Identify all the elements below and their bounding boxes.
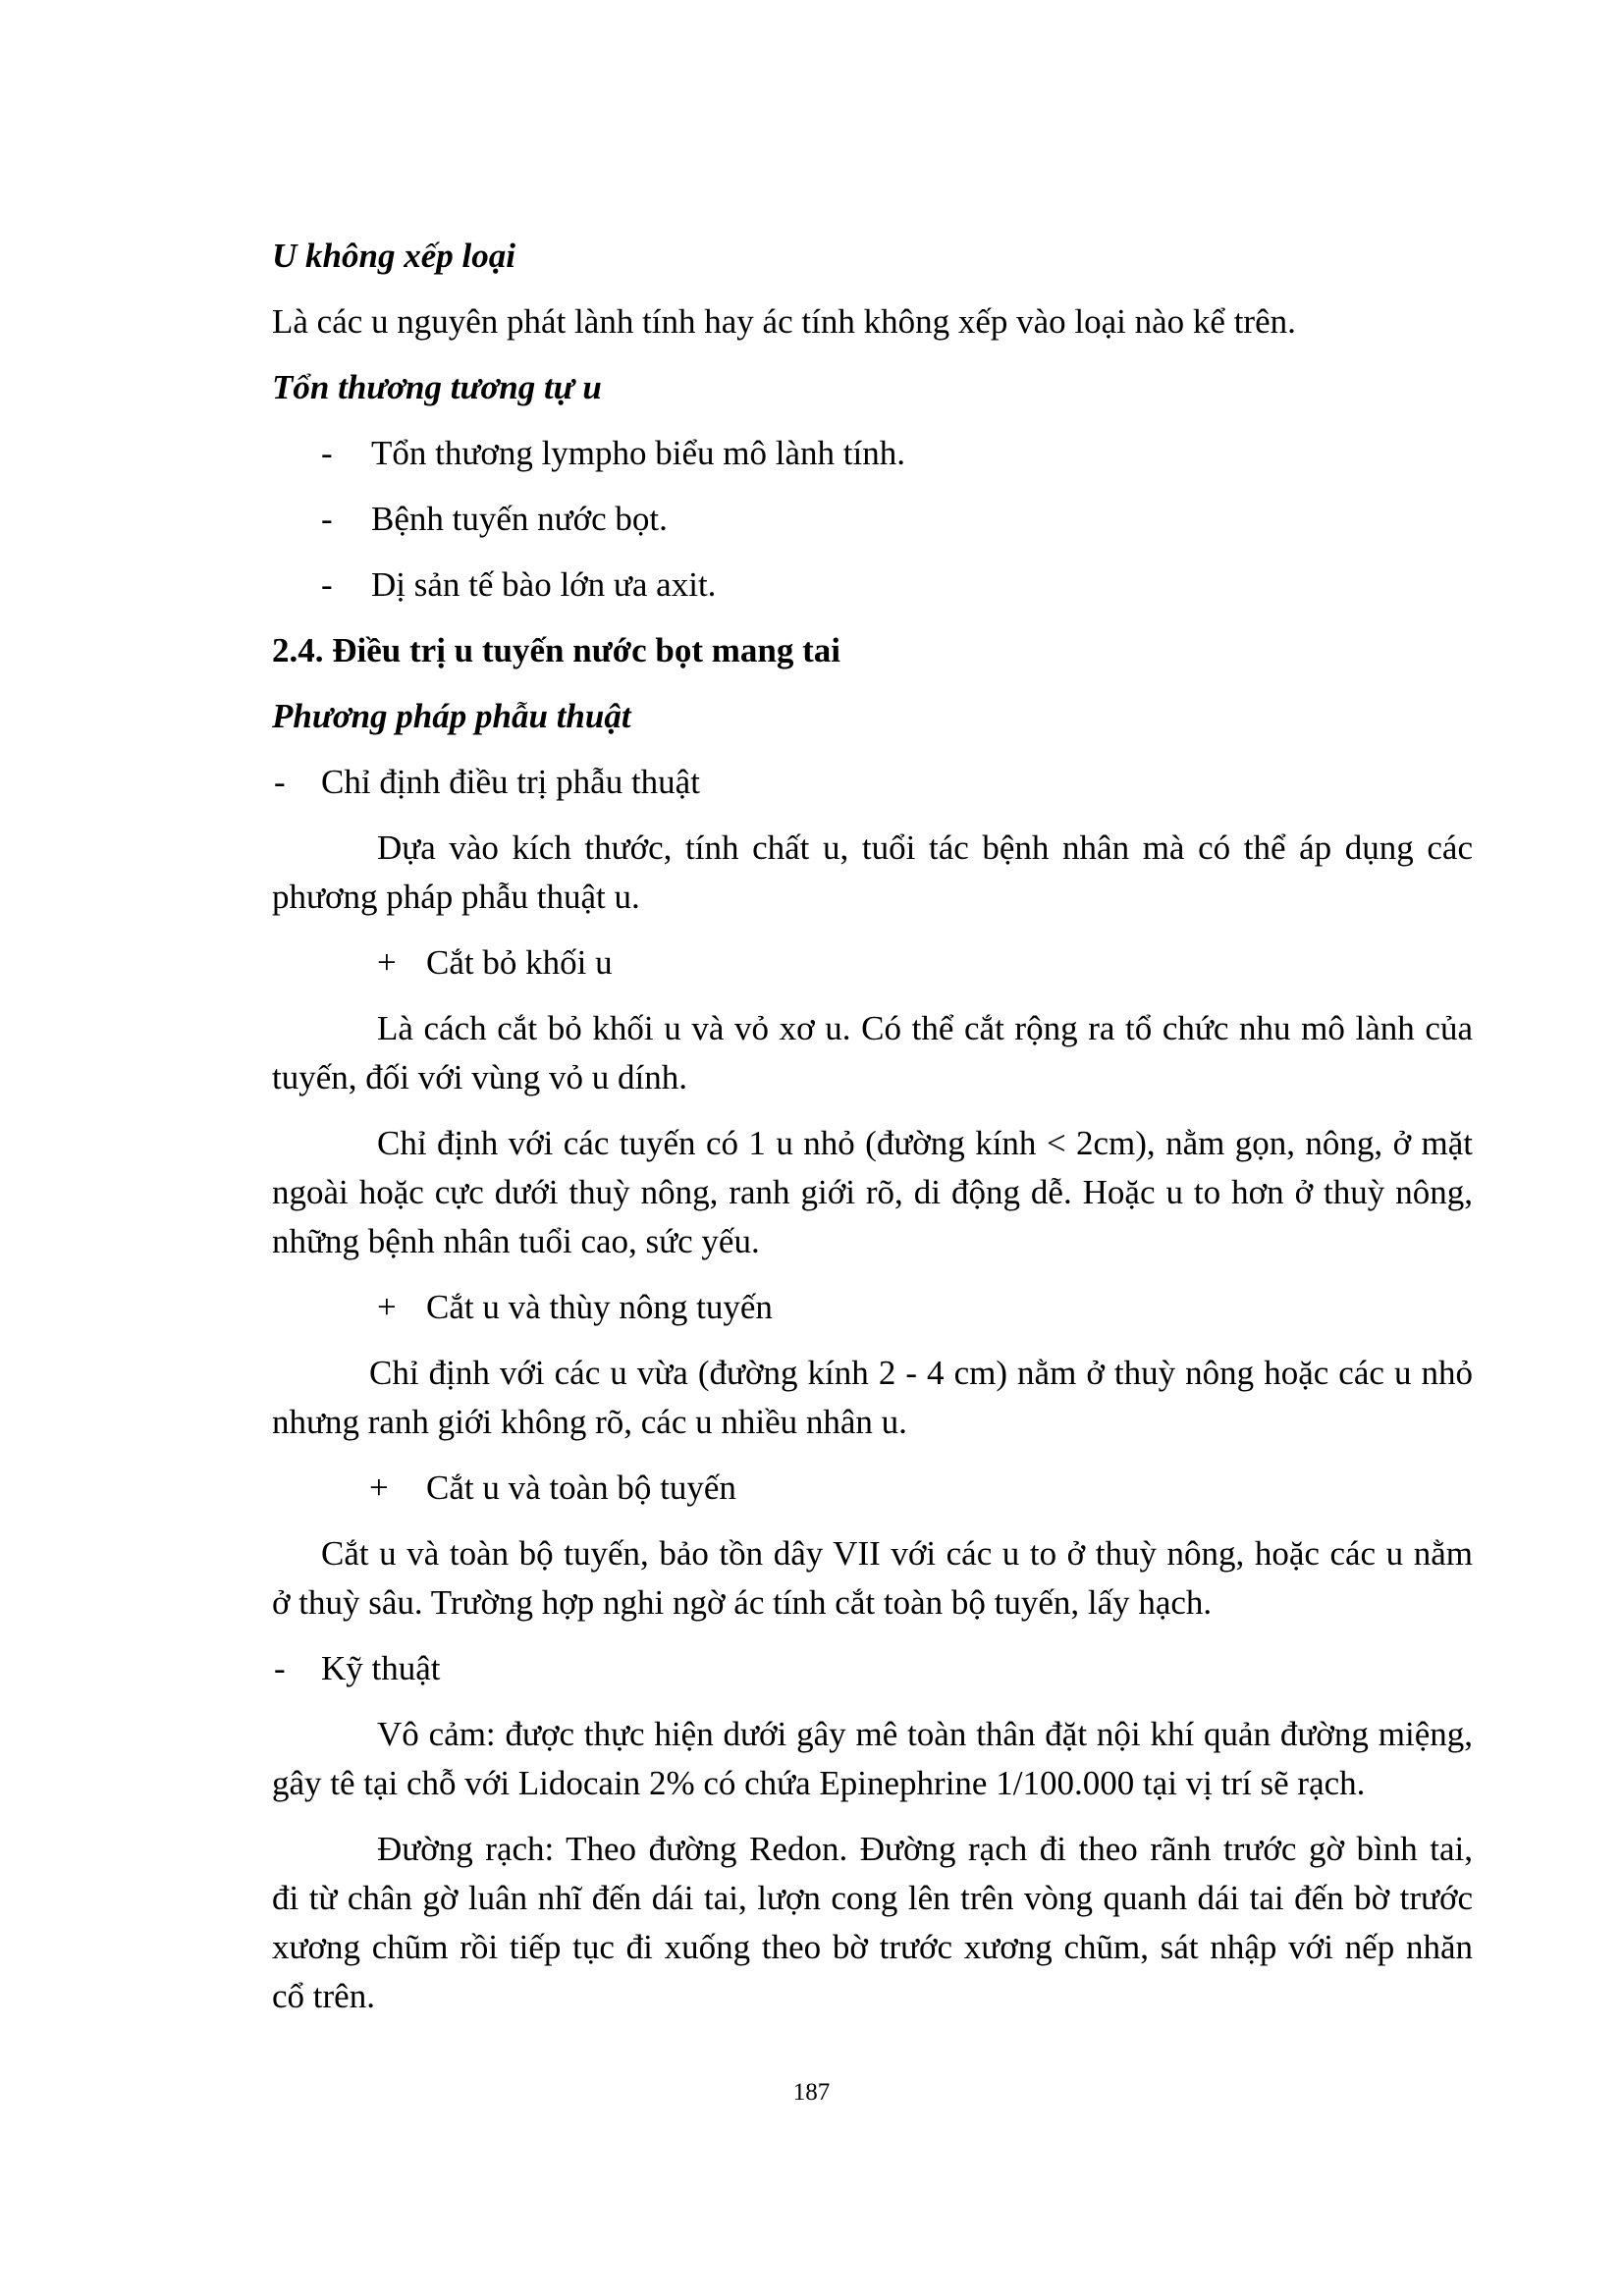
paragraph-line: ngoài hoặc cực dưới thuỳ nông, ranh giới rõ, di động dễ. Hoặc u to hơn ở thuỳ nông, — [272, 1173, 1473, 1211]
paragraph-line: Chỉ định với các u vừa (đường kính 2 - 4 cm) nằm ở thuỳ nông hoặc các u nhỏ — [369, 1354, 1473, 1392]
bullet-plus: + — [377, 943, 397, 982]
enucleation-label: Cắt bỏ khối u — [426, 943, 613, 982]
total-label: Cắt u và toàn bộ tuyến — [426, 1468, 736, 1507]
paragraph-line: nhưng ranh giới không rõ, các u nhiều nhân u. — [272, 1403, 907, 1441]
bullet-plus: + — [377, 1288, 397, 1326]
bullet-dash: - — [321, 434, 333, 472]
subheading-surgery: Phương pháp phẫu thuật — [272, 697, 631, 735]
paragraph-line: Đường rạch: Theo đường Redon. Đường rạch đi theo rãnh trước gờ bình tai, — [377, 1830, 1473, 1868]
section-heading-tumor-like: Tổn thương tương tự u — [272, 368, 602, 406]
paragraph-line: Chỉ định với các tuyến có 1 u nhỏ (đường kính < 2cm), nằm gọn, nông, ở mặt — [377, 1124, 1473, 1162]
paragraph-line: Vô cảm: được thực hiện dưới gây mê toàn thân đặt nội khí quản đường miệng, — [377, 1715, 1473, 1753]
list-item: Tổn thương lympho biểu mô lành tính. — [371, 434, 905, 472]
section-heading-treatment: 2.4. Điều trị u tuyến nước bọt mang tai — [272, 631, 841, 669]
bullet-dash: - — [274, 763, 286, 801]
section-heading-unclassified: U không xếp loại — [272, 237, 515, 275]
bullet-dash: - — [274, 1649, 286, 1687]
paragraph-unclassified: Là các u nguyên phát lành tính hay ác tính không xếp vào loại nào kể trên. — [272, 302, 1296, 341]
paragraph-line: Là cách cắt bỏ khối u và vỏ xơ u. Có thể cắt rộng ra tổ chức nhu mô lành của — [377, 1009, 1473, 1047]
paragraph-line: Cắt u và toàn bộ tuyến, bảo tồn dây VII với các u to ở thuỳ nông, hoặc các u nằm — [321, 1534, 1473, 1573]
bullet-dash: - — [321, 500, 333, 538]
technique-label: Kỹ thuật — [321, 1649, 441, 1687]
paragraph-line: tuyến, đối với vùng vỏ u dính. — [272, 1058, 687, 1096]
paragraph-line: Dựa vào kích thước, tính chất u, tuổi tác bệnh nhân mà có thể áp dụng các — [377, 828, 1473, 867]
bullet-dash: - — [321, 565, 333, 604]
bullet-plus: + — [369, 1468, 389, 1507]
list-item: Bệnh tuyến nước bọt. — [371, 500, 668, 538]
paragraph-line: những bệnh nhân tuổi cao, sức yếu. — [272, 1222, 760, 1260]
paragraph-line: phương pháp phẫu thuật u. — [272, 878, 640, 916]
list-item: Dị sản tế bào lớn ưa axit. — [371, 565, 717, 604]
paragraph-line: đi từ chân gờ luân nhĩ đến dái tai, lượn cong lên trên vòng quanh dái tai đến bờ trước — [272, 1879, 1473, 1917]
indication-label: Chỉ định điều trị phẫu thuật — [321, 763, 700, 801]
page-number: 187 — [792, 2079, 831, 2106]
superficial-label: Cắt u và thùy nông tuyến — [426, 1288, 773, 1326]
paragraph-line: gây tê tại chỗ với Lidocain 2% có chứa Epinephrine 1/100.000 tại vị trí sẽ rạch. — [272, 1764, 1366, 1802]
paragraph-line: cổ trên. — [272, 1977, 375, 2015]
paragraph-line: ở thuỳ sâu. Trường hợp nghi ngờ ác tính cắt toàn bộ tuyến, lấy hạch. — [272, 1583, 1213, 1622]
paragraph-line: xương chũm rồi tiếp tục đi xuống theo bờ trước xương chũm, sát nhập với nếp nhăn — [272, 1928, 1473, 1966]
